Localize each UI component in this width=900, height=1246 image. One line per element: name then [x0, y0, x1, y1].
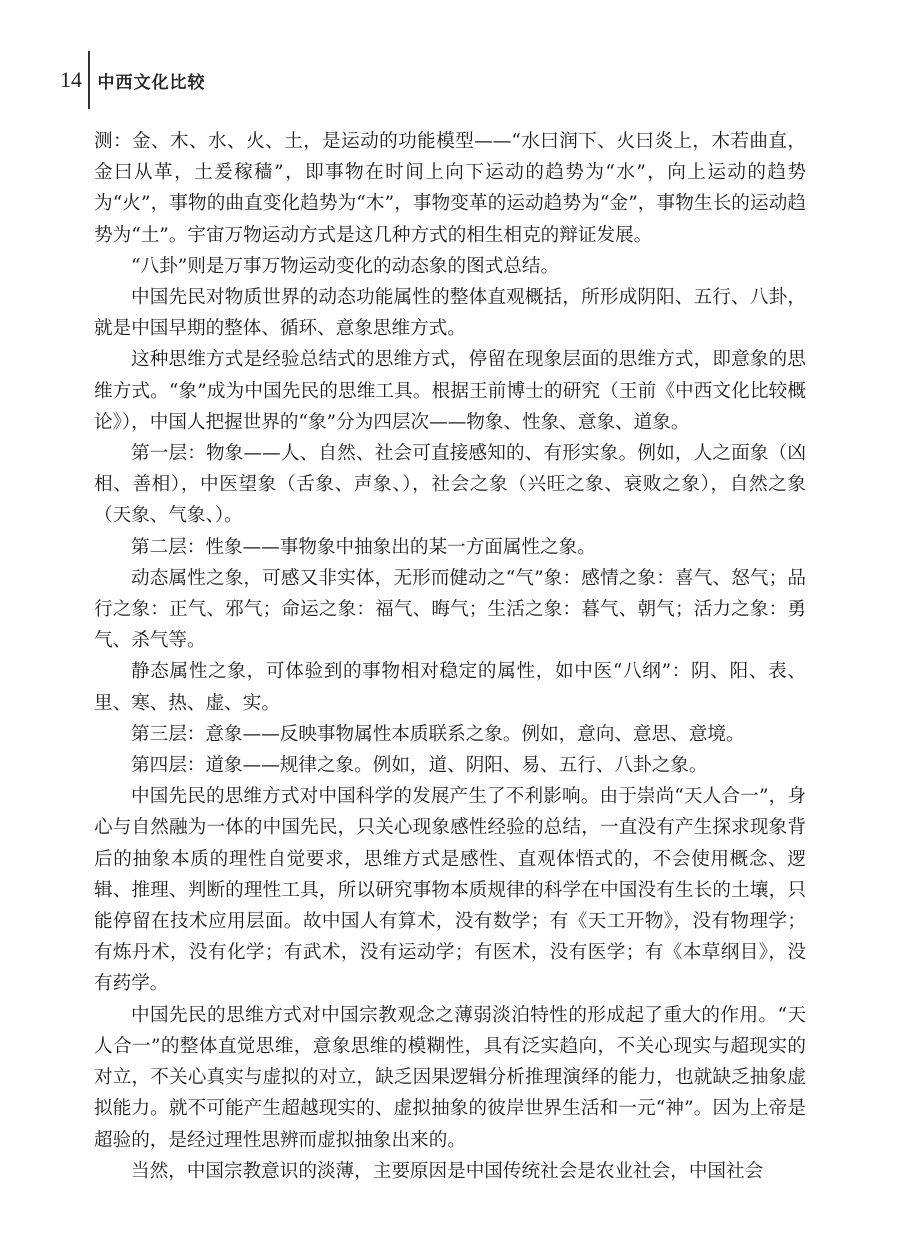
paragraph: 静态属性之象，可体验到的事物相对稳定的属性，如中医“八纲”：阴、阳、表、里、寒、热、虚、实。	[94, 661, 806, 714]
paragraph: 中国先民的思维方式对中国科学的发展产生了不利影响。由于崇尚“天人合一”，身心与自然融为一体的中国先民，只关心现象感性经验的总结，一直没有产生探求现象背后的抽象本质的理性自觉要求，思维方式是感性、直观体悟式的，不会使用概念、逻辑、推理、判断的理性工具，所以研究事物本质规律的科学在中国没有生长的土壤，只能停留在技术应用层面。故中国人有算术，没有数学；有《天工开物》，没有物理学；有炼丹术，没有化学；有武术，没有运动学；有医术，没有医学；有《本草纲目》，没有药学。	[94, 786, 806, 995]
paragraph: 当然，中国宗教意识的淡薄，主要原因是中国传统社会是农业社会，中国社会	[131, 1160, 764, 1182]
paragraph: 第一层：物象——人、自然、社会可直接感知的、有形实象。例如，人之面象（凶相、善相），中医望象（舌象、声象、），社会之象（兴旺之象、衰败之象），自然之象（天象、气象、）。	[94, 443, 806, 527]
body-text	[94, 126, 806, 1187]
paragraph: “八卦”则是万事万物运动变化的动态象的图式总结。	[131, 255, 560, 277]
paragraph: 中国先民对物质世界的动态功能属性的整体直观概括，所形成阴阳、五行、八卦，就是中国早期的整体、循环、意象思维方式。	[94, 287, 806, 340]
paragraph: 中国先民的思维方式对中国宗教观念之薄弱淡泊特性的形成起了重大的作用。“天人合一”的整体直觉思维，意象思维的模糊性，具有泛实趋向，不关心现实与超现实的对立，不关心真实与虚拟的对立，缺乏因果逻辑分析推理演绎的能力，也就缺乏抽象虚拟能力。就不可能产生超越现实的、虚拟抽象的彼岸世界生活和一元“神”。因为上帝是超验的，是经过理性思辨而虚拟抽象出来的。	[94, 1004, 806, 1151]
paragraph: 第三层：意象——反映事物属性本质联系之象。例如，意向、意思、意境。	[131, 723, 745, 745]
paragraph: 第二层：性象——事物象中抽象出的某一方面属性之象。	[131, 536, 596, 558]
paragraph: 动态属性之象，可感又非实体，无形而健动之“气”象：感情之象：喜气、怒气；品行之象：正气、邪气；命运之象：福气、晦气；生活之象：暮气、朝气；活力之象：勇气、杀气等。	[94, 567, 806, 652]
book-title: 中西文化比较	[97, 72, 206, 93]
paragraph: 第四层：道象——规律之象。例如，道、阴阳、易、五行、八卦之象。	[131, 755, 708, 777]
paragraph: 这种思维方式是经验总结式的思维方式，停留在现象层面的思维方式，即意象的思维方式。“象”成为中国先民的思维工具。根据王前博士的研究（王前《中西文化比较概论》），中国人把握世界的“象”分为四层次——物象、性象、意象、道象。	[94, 349, 806, 433]
running-head	[60, 50, 206, 110]
paragraph: 测：金、木、水、火、土，是运动的功能模型——“水曰润下、火曰炎上，木若曲直，金曰从革，土爰稼穑”，即事物在时间上向下运动的趋势为“水”，向上运动的趋势为“火”，事物的曲直变化趋势为“木”，事物变革的运动趋势为“金”，事物生长的运动趋势为“土”。宇宙万物运动方式是这几种方式的相生相克的辩证发展。	[94, 131, 806, 246]
header-divider	[88, 51, 90, 109]
page-number: 14	[60, 67, 82, 92]
